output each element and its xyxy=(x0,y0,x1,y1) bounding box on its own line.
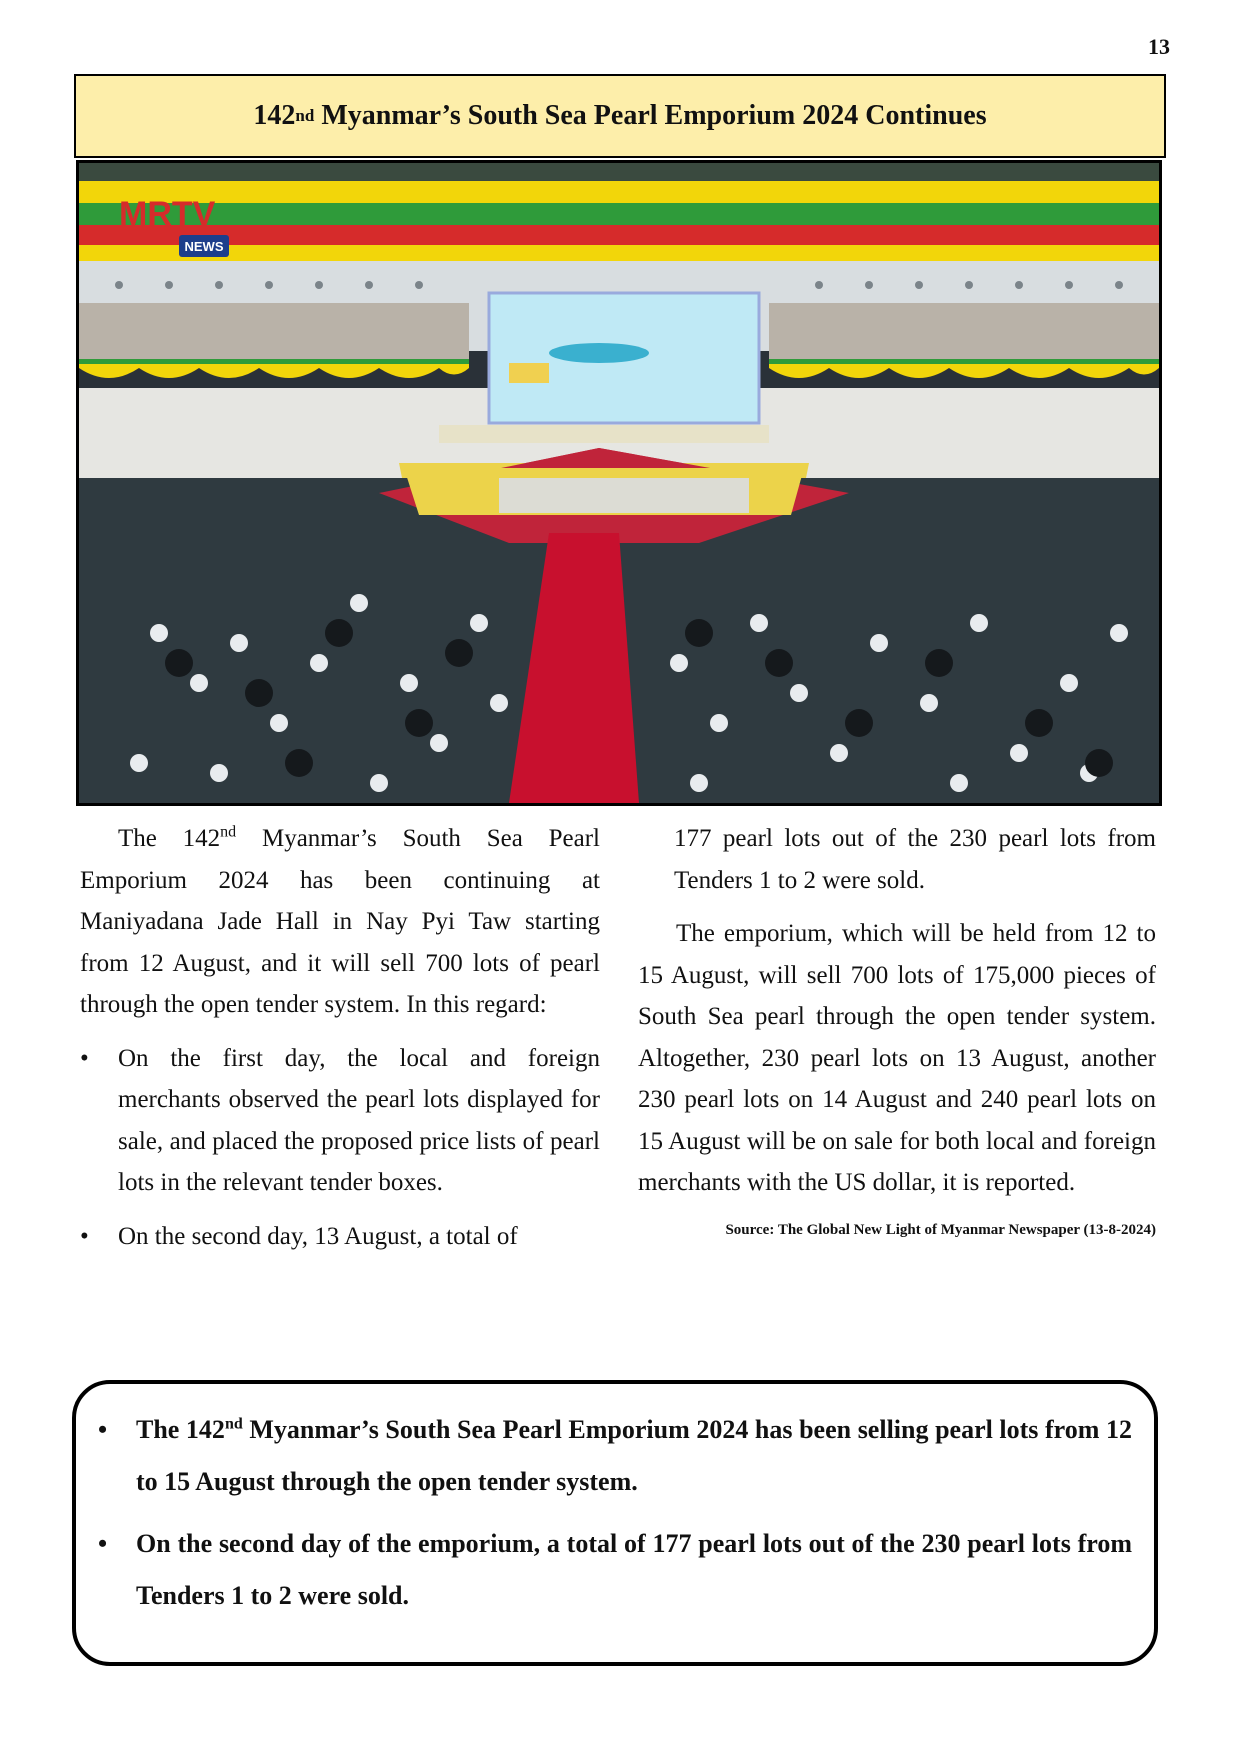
page-number: 13 xyxy=(1148,34,1170,59)
intro-paragraph xyxy=(80,818,600,1026)
intro-ordinal: nd xyxy=(220,823,237,841)
key-point-second-day: On the second day of the emporium, a total of 177 pearl lots out of the 230 pearl lots from Tenders 1 to 2 were sold. xyxy=(136,1529,1132,1610)
emporium-hall-photo xyxy=(76,160,1162,806)
bullet-text-first-day: On the first day, the local and foreign merchants observed the pearl lots displayed for sale, and placed the proposed price lists of pearl lots in the relevant tender boxes. xyxy=(118,1044,600,1196)
bullet-icon: • xyxy=(80,1222,89,1250)
key-point-rest: Myanmar’s South Sea Pearl Emporium 2024 has been selling pearl lots from 12 to 15 August through the open tender system. xyxy=(136,1415,1133,1496)
bullet-icon: • xyxy=(98,1529,108,1558)
key-point-prefix: The 142 xyxy=(136,1415,225,1444)
list-item xyxy=(80,1216,600,1258)
list-item xyxy=(80,1038,600,1204)
bullet-continuation: 177 pearl lots out of the 230 pearl lots from Tenders 1 to 2 were sold. xyxy=(674,825,1156,894)
article-column-right xyxy=(638,818,1156,1240)
headline-rest: Myanmar’s South Sea Pearl Emporium 2024 Continues xyxy=(314,100,987,131)
key-points-box xyxy=(72,1380,1158,1666)
bullet-text-second-day: On the second day, 13 August, a total of xyxy=(118,1222,518,1250)
article-column-left xyxy=(80,818,600,1269)
mrtv-logo: MRTV xyxy=(119,195,216,233)
key-points-list xyxy=(98,1404,1132,1622)
key-point-ordinal: nd xyxy=(224,1415,243,1433)
headline-banner xyxy=(74,74,1166,158)
hall-illustration xyxy=(79,163,1159,803)
list-item xyxy=(98,1518,1132,1622)
bullet-icon: • xyxy=(98,1415,108,1444)
intro-prefix: The 142 xyxy=(118,825,221,852)
source-credit: Source: The Global New Light of Myanmar Newspaper (13-8-2024) xyxy=(725,1221,1156,1238)
day-bullets xyxy=(80,1038,600,1258)
schedule-paragraph: The emporium, which will be held from 12 to 15 August, will sell 700 lots of 175,000 pieces of South Sea pearl through the open tender system. Altogether, 230 pearl lots on 13 August, another 230 pearl lots on 14 August and 240 pearl lots on 15 August will be on sale for both local and foreign merchants with the US dollar, it is reported. xyxy=(638,920,1156,1196)
bullet-icon: • xyxy=(80,1044,89,1072)
news-badge: NEWS xyxy=(184,239,224,254)
headline-prefix: 142 xyxy=(253,100,296,131)
headline-ordinal: nd xyxy=(295,106,315,125)
list-item xyxy=(98,1404,1132,1508)
intro-rest: Myanmar’s South Sea Pearl Emporium 2024 has been continuing at Maniyadana Jade Hall in Nay Pyi Taw starting from 12 August, and it will sell 700 lots of pearl through the open tender system. In this regard: xyxy=(80,825,600,1018)
